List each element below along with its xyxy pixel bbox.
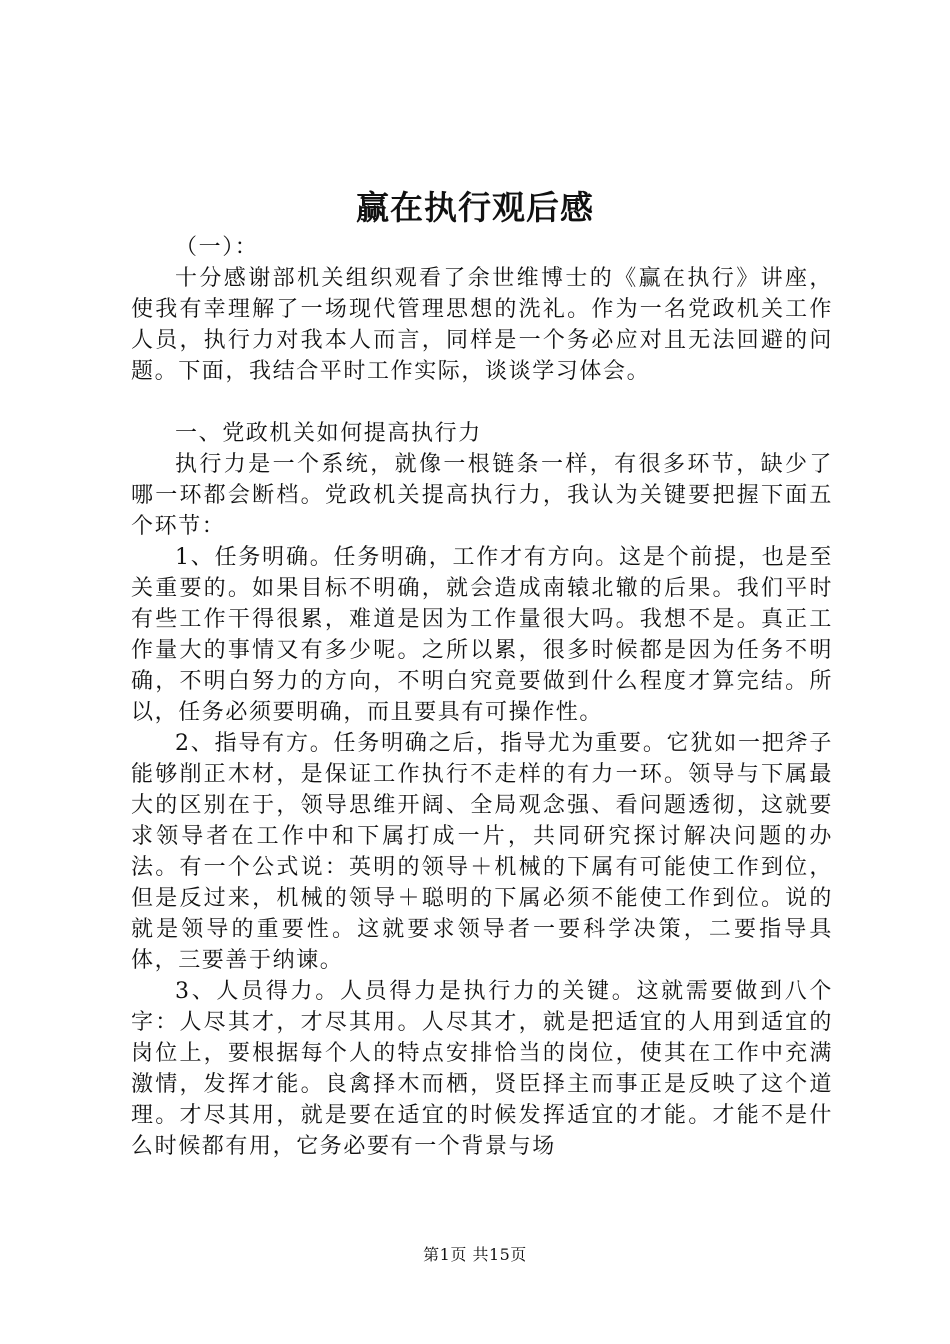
page-number-footer: 第1页 共15页 [423,1245,527,1264]
section-heading: 一、党政机关如何提高执行力 [175,421,482,446]
section-marker: （一）： [175,235,259,260]
body-paragraph: 1、任务明确。任务明确，工作才有方向。这是个前提，也是至关重要的。如果目标不明确，就会造成南辕北辙的后果。我们平时有些工作干得很累，难道是因为工作量很大吗。我想不是。真正工作量大的事情又有多少呢。之所以累，很多时候都是因为任务不明确，不明白努力的方向，不明白究竟要做到什么程度才算完结。所以，任务必须要明确，而且要具有可操作性。 [131,545,833,725]
body-paragraph: 3、人员得力。人员得力是执行力的关键。这就需要做到八个字：人尽其才，才尽其用。人尽其才，就是把适宜的人用到适宜的岗位上，要根据每个人的特点安排恰当的岗位，使其在工作中充满激情，发挥才能。良禽择木而栖，贤臣择主而事正是反映了这个道理。才尽其用，就是要在适宜的时候发挥适宜的才能。才能不是什么时候都有用，它务必要有一个背景与场 [131,979,833,1159]
body-paragraph: 执行力是一个系统，就像一根链条一样，有很多环节，缺少了哪一环都会断档。党政机关提高执行力，我认为关键要把握下面五个环节： [131,452,833,539]
document-title: 赢在执行观后感 [356,188,594,227]
document-body [131,232,833,1162]
intro-paragraph: 十分感谢部机关组织观看了余世维博士的《赢在执行》讲座，使我有幸理解了一场现代管理思想的洗礼。作为一名党政机关工作人员，执行力对我本人而言，同样是一个务必应对且无法回避的问题。下面，我结合平时工作实际，谈谈学习体会。 [131,266,833,384]
body-paragraph: 2、指导有方。任务明确之后，指导尤为重要。它犹如一把斧子能够削正木材，是保证工作执行不走样的有力一环。领导与下属最大的区别在于，领导思维开阔、全局观念强、看问题透彻，这就要求领导者在工作中和下属打成一片，共同研究探讨解决问题的办法。有一个公式说：英明的领导＋机械的下属有可能使工作到位，但是反过来，机械的领导＋聪明的下属必须不能使工作到位。说的就是领导的重要性。这就要求领导者一要科学决策，二要指导具体，三要善于纳谏。 [131,731,833,973]
